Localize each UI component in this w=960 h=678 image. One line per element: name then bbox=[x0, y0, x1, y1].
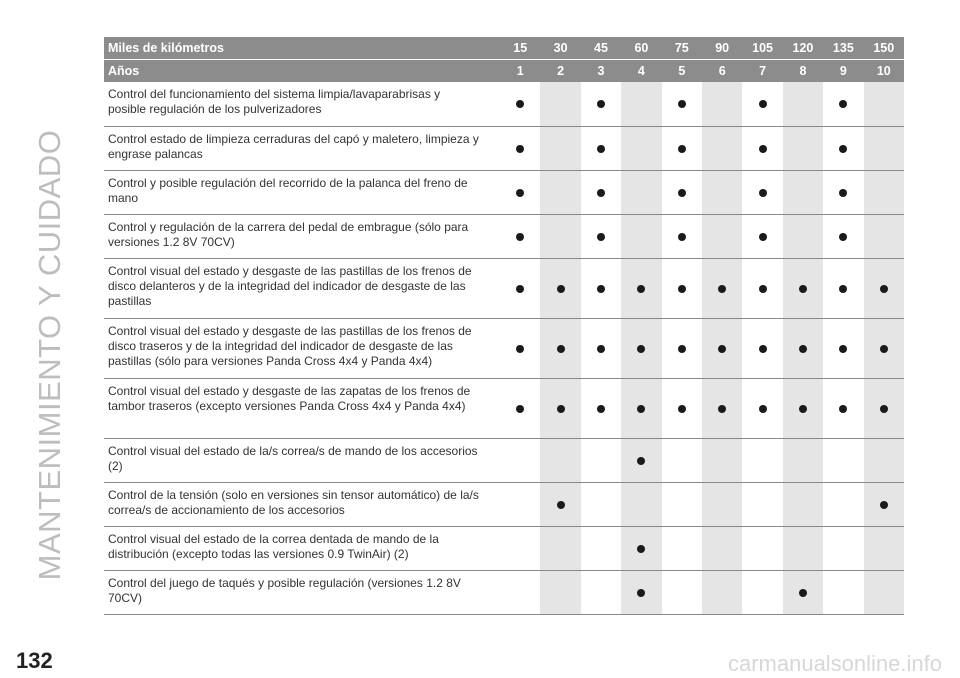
interval-cell bbox=[823, 526, 863, 570]
interval-cell bbox=[783, 526, 823, 570]
header-km-cell: 135 bbox=[823, 37, 863, 60]
service-dot-icon bbox=[516, 285, 524, 293]
interval-cell bbox=[662, 214, 702, 258]
header-row-years bbox=[104, 60, 904, 83]
row-label: Control visual del estado de la correa dentada de mando de la distribución (excepto todas las versiones 0.9 TwinAir) (2) bbox=[104, 526, 500, 570]
service-dot-icon bbox=[839, 145, 847, 153]
interval-cell bbox=[540, 318, 580, 378]
service-dot-icon bbox=[516, 345, 524, 353]
service-dot-icon bbox=[597, 233, 605, 241]
service-dot-icon bbox=[880, 405, 888, 413]
interval-cell bbox=[823, 318, 863, 378]
table-row bbox=[104, 126, 904, 170]
row-label: Control y posible regulación del recorrido de la palanca del freno de mano bbox=[104, 170, 500, 214]
interval-cell bbox=[702, 214, 742, 258]
interval-cell bbox=[621, 214, 661, 258]
interval-cell bbox=[864, 438, 904, 482]
interval-cell bbox=[581, 82, 621, 126]
service-dot-icon bbox=[759, 405, 767, 413]
service-dot-icon bbox=[880, 345, 888, 353]
service-dot-icon bbox=[759, 145, 767, 153]
header-row-km bbox=[104, 37, 904, 60]
interval-cell bbox=[500, 378, 540, 438]
header-year-cell: 7 bbox=[742, 60, 782, 83]
service-dot-icon bbox=[799, 285, 807, 293]
interval-cell bbox=[662, 526, 702, 570]
service-dot-icon bbox=[759, 345, 767, 353]
interval-cell bbox=[742, 438, 782, 482]
service-dot-icon bbox=[678, 233, 686, 241]
interval-cell bbox=[702, 126, 742, 170]
interval-cell bbox=[540, 82, 580, 126]
service-dot-icon bbox=[718, 285, 726, 293]
interval-cell bbox=[702, 378, 742, 438]
row-label: Control visual del estado y desgaste de las zapatas de los frenos de tambor traseros (excepto versiones Panda Cross 4x4 y Panda 4x4) bbox=[104, 378, 500, 438]
service-dot-icon bbox=[759, 285, 767, 293]
service-dot-icon bbox=[759, 100, 767, 108]
interval-cell bbox=[581, 258, 621, 318]
interval-cell bbox=[540, 526, 580, 570]
interval-cell bbox=[702, 570, 742, 614]
interval-cell bbox=[662, 258, 702, 318]
interval-cell bbox=[500, 438, 540, 482]
interval-cell bbox=[662, 482, 702, 526]
service-dot-icon bbox=[880, 501, 888, 509]
interval-cell bbox=[540, 482, 580, 526]
interval-cell bbox=[540, 214, 580, 258]
interval-cell bbox=[540, 570, 580, 614]
interval-cell bbox=[702, 258, 742, 318]
service-dot-icon bbox=[839, 345, 847, 353]
interval-cell bbox=[621, 570, 661, 614]
service-dot-icon bbox=[678, 189, 686, 197]
row-label: Control visual del estado y desgaste de las pastillas de los frenos de disco delanteros y de la integridad del indicador de desgaste de las pastillas bbox=[104, 258, 500, 318]
interval-cell bbox=[540, 378, 580, 438]
row-label: Control visual del estado y desgaste de las pastillas de los frenos de disco traseros y de la integridad del indicador de desgaste de las pastillas (sólo para versiones Panda Cross 4x4 y Panda 4x4) bbox=[104, 318, 500, 378]
service-dot-icon bbox=[516, 405, 524, 413]
interval-cell bbox=[662, 82, 702, 126]
service-dot-icon bbox=[597, 405, 605, 413]
header-km-cell: 15 bbox=[500, 37, 540, 60]
interval-cell bbox=[864, 214, 904, 258]
table-row bbox=[104, 526, 904, 570]
interval-cell bbox=[500, 126, 540, 170]
interval-cell bbox=[581, 482, 621, 526]
header-years-label: Años bbox=[104, 60, 500, 83]
service-dot-icon bbox=[516, 145, 524, 153]
interval-cell bbox=[742, 170, 782, 214]
interval-cell bbox=[864, 170, 904, 214]
header-year-cell: 5 bbox=[662, 60, 702, 83]
interval-cell bbox=[783, 258, 823, 318]
interval-cell bbox=[581, 526, 621, 570]
service-dot-icon bbox=[557, 285, 565, 293]
interval-cell bbox=[662, 126, 702, 170]
interval-cell bbox=[500, 570, 540, 614]
header-year-cell: 6 bbox=[702, 60, 742, 83]
interval-cell bbox=[742, 482, 782, 526]
interval-cell bbox=[500, 258, 540, 318]
interval-cell bbox=[581, 318, 621, 378]
interval-cell bbox=[783, 170, 823, 214]
interval-cell bbox=[581, 214, 621, 258]
interval-cell bbox=[581, 126, 621, 170]
interval-cell bbox=[500, 526, 540, 570]
header-km-cell: 75 bbox=[662, 37, 702, 60]
service-dot-icon bbox=[516, 189, 524, 197]
header-km-cell: 30 bbox=[540, 37, 580, 60]
service-dot-icon bbox=[637, 457, 645, 465]
header-year-cell: 3 bbox=[581, 60, 621, 83]
interval-cell bbox=[823, 438, 863, 482]
header-km-cell: 120 bbox=[783, 37, 823, 60]
header-year-cell: 10 bbox=[864, 60, 904, 83]
interval-cell bbox=[864, 482, 904, 526]
table-row bbox=[104, 438, 904, 482]
interval-cell bbox=[702, 482, 742, 526]
header-km-cell: 45 bbox=[581, 37, 621, 60]
service-dot-icon bbox=[678, 145, 686, 153]
service-dot-icon bbox=[799, 589, 807, 597]
service-dot-icon bbox=[516, 233, 524, 241]
header-km-cell: 60 bbox=[621, 37, 661, 60]
interval-cell bbox=[823, 570, 863, 614]
service-dot-icon bbox=[597, 189, 605, 197]
interval-cell bbox=[783, 570, 823, 614]
service-dot-icon bbox=[759, 233, 767, 241]
interval-cell bbox=[783, 378, 823, 438]
interval-cell bbox=[621, 318, 661, 378]
row-label: Control estado de limpieza cerraduras del capó y maletero, limpieza y engrase palancas bbox=[104, 126, 500, 170]
table-row bbox=[104, 570, 904, 614]
interval-cell bbox=[864, 318, 904, 378]
interval-cell bbox=[783, 318, 823, 378]
interval-cell bbox=[742, 214, 782, 258]
interval-cell bbox=[823, 378, 863, 438]
interval-cell bbox=[581, 170, 621, 214]
interval-cell bbox=[823, 126, 863, 170]
service-dot-icon bbox=[839, 100, 847, 108]
header-km-cell: 150 bbox=[864, 37, 904, 60]
interval-cell bbox=[540, 170, 580, 214]
row-label: Control de la tensión (solo en versiones sin tensor automático) de la/s correa/s de accionamiento de los accesorios bbox=[104, 482, 500, 526]
row-label: Control del juego de taqués y posible regulación (versiones 1.2 8V 70CV) bbox=[104, 570, 500, 614]
service-dot-icon bbox=[799, 405, 807, 413]
interval-cell bbox=[742, 82, 782, 126]
interval-cell bbox=[783, 214, 823, 258]
table-row bbox=[104, 214, 904, 258]
service-dot-icon bbox=[597, 285, 605, 293]
service-dot-icon bbox=[637, 345, 645, 353]
interval-cell bbox=[500, 318, 540, 378]
interval-cell bbox=[742, 570, 782, 614]
service-dot-icon bbox=[597, 345, 605, 353]
interval-cell bbox=[702, 318, 742, 378]
interval-cell bbox=[823, 170, 863, 214]
header-km-cell: 90 bbox=[702, 37, 742, 60]
header-year-cell: 1 bbox=[500, 60, 540, 83]
interval-cell bbox=[864, 258, 904, 318]
interval-cell bbox=[823, 258, 863, 318]
table-row bbox=[104, 378, 904, 438]
interval-cell bbox=[662, 318, 702, 378]
service-dot-icon bbox=[718, 405, 726, 413]
service-dot-icon bbox=[799, 345, 807, 353]
interval-cell bbox=[621, 438, 661, 482]
interval-cell bbox=[540, 126, 580, 170]
service-dot-icon bbox=[557, 345, 565, 353]
interval-cell bbox=[500, 482, 540, 526]
interval-cell bbox=[864, 526, 904, 570]
service-dot-icon bbox=[557, 405, 565, 413]
header-km-cell: 105 bbox=[742, 37, 782, 60]
service-dot-icon bbox=[678, 100, 686, 108]
interval-cell bbox=[662, 170, 702, 214]
table-row bbox=[104, 318, 904, 378]
service-dot-icon bbox=[516, 100, 524, 108]
interval-cell bbox=[783, 82, 823, 126]
header-km-label: Miles de kilómetros bbox=[104, 37, 500, 60]
interval-cell bbox=[621, 258, 661, 318]
interval-cell bbox=[823, 482, 863, 526]
maintenance-schedule-table bbox=[104, 37, 904, 615]
service-dot-icon bbox=[557, 501, 565, 509]
interval-cell bbox=[662, 378, 702, 438]
interval-cell bbox=[621, 482, 661, 526]
interval-cell bbox=[702, 526, 742, 570]
interval-cell bbox=[864, 126, 904, 170]
service-dot-icon bbox=[839, 189, 847, 197]
row-label: Control del funcionamiento del sistema limpia/lavaparabrisas y posible regulación de los pulverizadores bbox=[104, 82, 500, 126]
interval-cell bbox=[823, 82, 863, 126]
interval-cell bbox=[540, 258, 580, 318]
service-dot-icon bbox=[718, 345, 726, 353]
interval-cell bbox=[742, 526, 782, 570]
interval-cell bbox=[621, 170, 661, 214]
service-dot-icon bbox=[678, 345, 686, 353]
header-year-cell: 8 bbox=[783, 60, 823, 83]
header-year-cell: 4 bbox=[621, 60, 661, 83]
schedule-body bbox=[104, 82, 904, 614]
interval-cell bbox=[702, 170, 742, 214]
interval-cell bbox=[864, 82, 904, 126]
interval-cell bbox=[581, 378, 621, 438]
interval-cell bbox=[864, 570, 904, 614]
header-year-cell: 2 bbox=[540, 60, 580, 83]
interval-cell bbox=[621, 126, 661, 170]
interval-cell bbox=[783, 126, 823, 170]
interval-cell bbox=[864, 378, 904, 438]
interval-cell bbox=[742, 318, 782, 378]
service-dot-icon bbox=[637, 405, 645, 413]
interval-cell bbox=[742, 126, 782, 170]
interval-cell bbox=[581, 570, 621, 614]
interval-cell bbox=[702, 438, 742, 482]
table-row bbox=[104, 258, 904, 318]
header-year-cell: 9 bbox=[823, 60, 863, 83]
interval-cell bbox=[662, 570, 702, 614]
interval-cell bbox=[662, 438, 702, 482]
service-dot-icon bbox=[678, 285, 686, 293]
service-dot-icon bbox=[880, 285, 888, 293]
interval-cell bbox=[540, 438, 580, 482]
interval-cell bbox=[500, 170, 540, 214]
interval-cell bbox=[500, 214, 540, 258]
service-dot-icon bbox=[597, 100, 605, 108]
service-dot-icon bbox=[637, 589, 645, 597]
interval-cell bbox=[783, 482, 823, 526]
service-dot-icon bbox=[839, 233, 847, 241]
table-row bbox=[104, 170, 904, 214]
row-label: Control y regulación de la carrera del pedal de embrague (sólo para versiones 1.2 8V 70CV) bbox=[104, 214, 500, 258]
table-row bbox=[104, 482, 904, 526]
service-dot-icon bbox=[597, 145, 605, 153]
side-section-title-text: MANTENIMIENTO Y CUIDADO bbox=[32, 129, 67, 581]
interval-cell bbox=[823, 214, 863, 258]
row-label: Control visual del estado de la/s correa/s de mando de los accesorios (2) bbox=[104, 438, 500, 482]
table-row bbox=[104, 82, 904, 126]
interval-cell bbox=[742, 258, 782, 318]
interval-cell bbox=[500, 82, 540, 126]
interval-cell bbox=[783, 438, 823, 482]
service-dot-icon bbox=[637, 285, 645, 293]
interval-cell bbox=[702, 82, 742, 126]
interval-cell bbox=[621, 526, 661, 570]
watermark: carmanualsonline.info bbox=[727, 651, 942, 676]
interval-cell bbox=[621, 82, 661, 126]
service-dot-icon bbox=[759, 189, 767, 197]
page-number: 132 bbox=[16, 648, 53, 673]
service-dot-icon bbox=[678, 405, 686, 413]
interval-cell bbox=[621, 378, 661, 438]
service-dot-icon bbox=[839, 285, 847, 293]
service-dot-icon bbox=[637, 545, 645, 553]
interval-cell bbox=[742, 378, 782, 438]
service-dot-icon bbox=[839, 405, 847, 413]
interval-cell bbox=[581, 438, 621, 482]
